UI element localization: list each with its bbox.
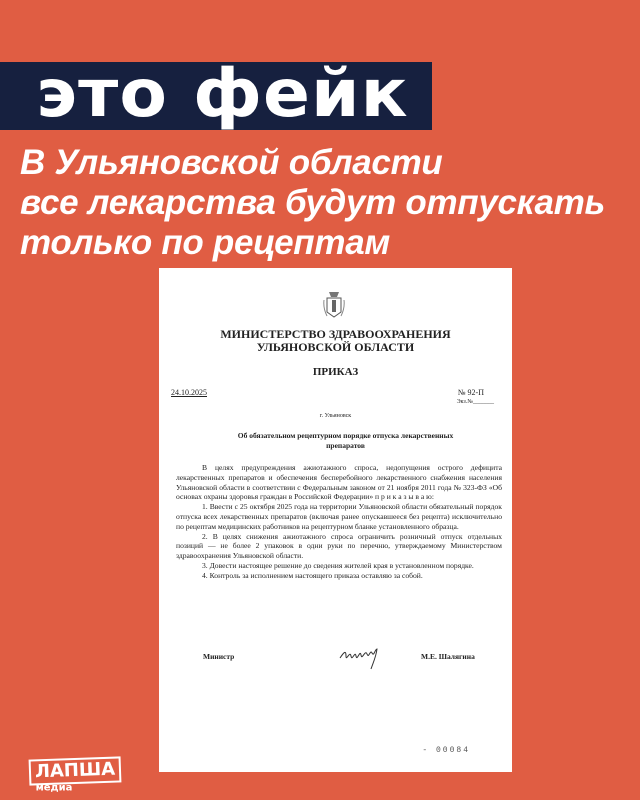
paragraph: 2. В целях снижения ажиотажного спроса ограничить розничный отпуск отдельных позиций — не более 2 упаковок в одни руки по перечню, утверждаемому Министерством здравоохранения Ульяновской области.	[176, 531, 502, 561]
document-image	[159, 268, 512, 772]
doc-subject: Об обязательном рецептурном порядке отпуска лекарственных препаратов	[237, 431, 454, 450]
signer-name: М.Е. Шалягина	[421, 652, 475, 661]
lapsha-media-logo	[29, 756, 122, 794]
headline-line: только по рецептам	[20, 223, 390, 262]
doc-city: г. Ульяновск	[319, 413, 352, 419]
paragraph: 1. Ввести с 25 октября 2025 года на территории Ульяновской области обязательный порядок отпуска всех лекарственных препаратов (включая ранее опускавшееся без рецепта) исключительно по рецептам медицинских работников на рецептурном бланке установленного образца.	[176, 502, 502, 531]
paragraph: 4. Контроль за исполнением настоящего приказа оставляю за собой.	[202, 570, 423, 580]
signature-icon	[337, 640, 387, 674]
ministry-line: УЛЬЯНОВСКОЙ ОБЛАСТИ	[256, 340, 415, 354]
fake-banner	[0, 55, 432, 132]
signer-title: Министр	[203, 652, 235, 661]
banner-text: это фейк	[36, 55, 409, 132]
doc-body	[176, 463, 502, 581]
doc-title: ПРИКАЗ	[312, 366, 359, 378]
headline-line: все лекарства будут отпускать	[20, 183, 606, 222]
logo-sub: медиа	[35, 782, 73, 794]
headline-line: В Ульяновской области	[20, 143, 443, 182]
doc-number: № 92-П	[457, 388, 484, 397]
doc-date: 24.10.2025	[171, 388, 207, 397]
paragraph: В целях предупреждения ажиотажного спроса, недопущения острого дефицита лекарственных препаратов и обеспечения бесперебойного лекарственного снабжения населения Ульяновской области в соответствии с Федеральным законом от 21 ноября 2011 года № 323-ФЗ «Об основах охраны здоровья граждан в Российской Федерации» п р и к а з ы в а ю:	[176, 463, 502, 502]
headline	[20, 143, 605, 263]
paragraph: 3. Довести настоящее решение до сведения жителей края в установленном порядке.	[202, 560, 474, 570]
ministry-line: МИНИСТЕРСТВО ЗДРАВООХРАНЕНИЯ	[220, 327, 451, 341]
serial-number: - 00084	[422, 746, 470, 755]
copy-number: Экз.№_______	[456, 399, 494, 405]
ministry-name	[159, 328, 512, 354]
logo-name: ЛАПША	[29, 756, 122, 785]
coat-of-arms-icon	[323, 288, 345, 320]
